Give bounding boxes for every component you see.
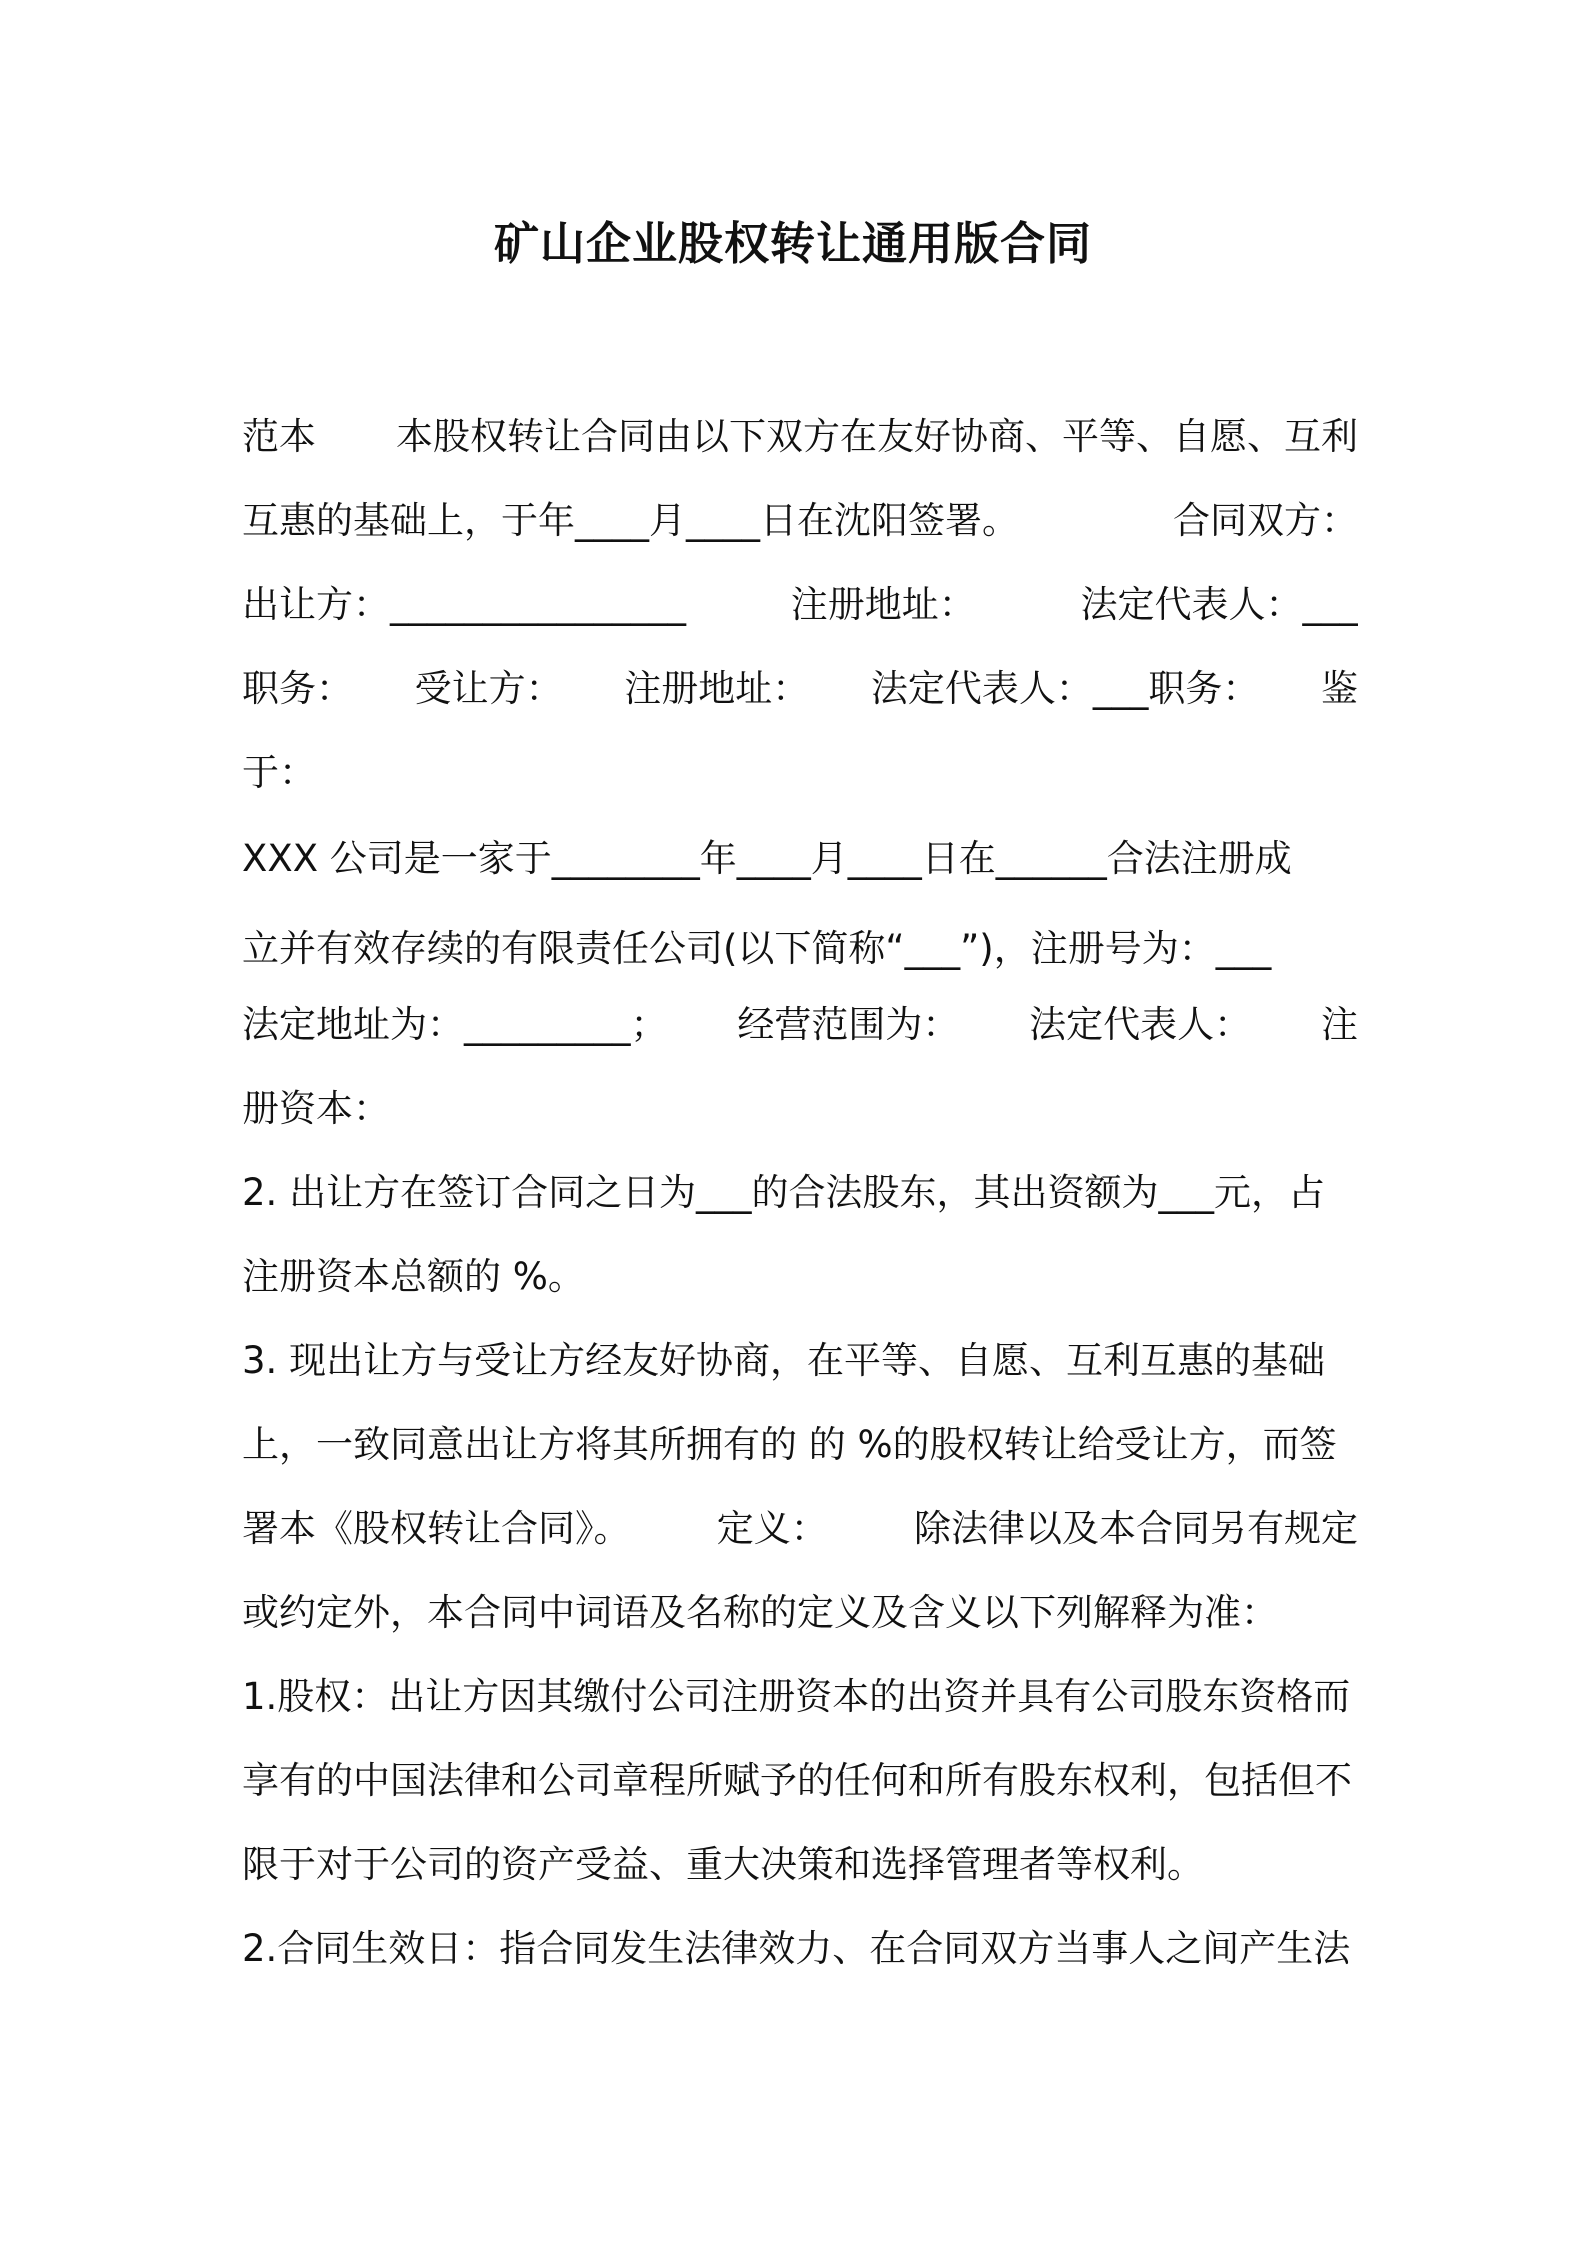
text-line-2 (242, 494, 1358, 548)
text-line-3 (242, 578, 1358, 632)
text-line-4 (242, 662, 1358, 716)
text-segment: 注册地址： (624, 667, 810, 710)
text-segment: 法定代表人：___职务： (870, 667, 1260, 710)
text-segment: 注册地址： (790, 583, 976, 626)
text-segment: 法定地址为：_________； (242, 1003, 668, 1046)
text-segment: 除法律以及本合同另有规定 (914, 1507, 1358, 1550)
document-title: 矿山企业股权转让通用版合同 (493, 217, 1092, 270)
text-segment: 注 (1320, 1003, 1358, 1046)
text-segment: 定义： (716, 1507, 828, 1550)
text-line-16: 1.股权：出让方因其缴付公司注册资本的出资并具有公司股东资格而 (242, 1675, 1351, 1718)
text-line-6: XXX 公司是一家于________年____月____日在______合法注册成 (242, 837, 1292, 880)
text-segment: 出让方：________________ (242, 583, 686, 626)
text-line-13: 上，一致同意出让方将其所拥有的 的 %的股权转让给受让方，而签 (242, 1423, 1337, 1466)
text-line-12: 3. 现出让方与受让方经友好协商，在平等、自愿、互利互惠的基础 (242, 1339, 1326, 1382)
text-segment: 合同双方： (1173, 499, 1358, 542)
text-segment: 鉴 (1321, 667, 1358, 710)
text-line-15: 或约定外，本合同中词语及名称的定义及含义以下列解释为准： (242, 1591, 1278, 1634)
text-line-10: 2. 出让方在签订合同之日为___的合法股东，其出资额为___元，占 (242, 1171, 1326, 1214)
text-segment: 受让方： (414, 667, 563, 710)
text-segment: 本股权转让合同由以下双方在友好协商、平等、自愿、互利 (396, 415, 1358, 458)
text-line-18: 限于对于公司的资产受益、重大决策和选择管理者等权利。 (242, 1843, 1204, 1886)
text-line-11: 注册资本总额的 %。 (242, 1255, 585, 1298)
text-line-19: 2.合同生效日：指合同发生法律效力、在合同双方当事人之间产生法 (242, 1927, 1351, 1970)
text-segment: 署本《股权转让合同》。 (242, 1507, 631, 1550)
text-segment: 范本 (242, 415, 316, 458)
text-line-7: 立并有效存续的有限责任公司(以下简称“___”)，注册号为：___ (242, 927, 1272, 970)
text-segment: 经营范围为： (737, 1003, 960, 1046)
text-line-8 (242, 998, 1358, 1052)
text-line-14 (242, 1502, 1358, 1556)
text-line-9: 册资本： (242, 1087, 390, 1130)
text-line-1 (242, 410, 1358, 464)
text-segment: 法定代表人：___ (1080, 583, 1358, 626)
text-line-5: 于： (242, 751, 316, 794)
text-segment: 职务： (242, 667, 353, 710)
text-segment: 互惠的基础上，于年____月____日在沈阳签署。 (242, 499, 1019, 542)
text-line-17: 享有的中国法律和公司章程所赋予的任何和所有股东权利，包括但不 (242, 1759, 1352, 1802)
text-segment: 法定代表人： (1029, 1003, 1252, 1046)
